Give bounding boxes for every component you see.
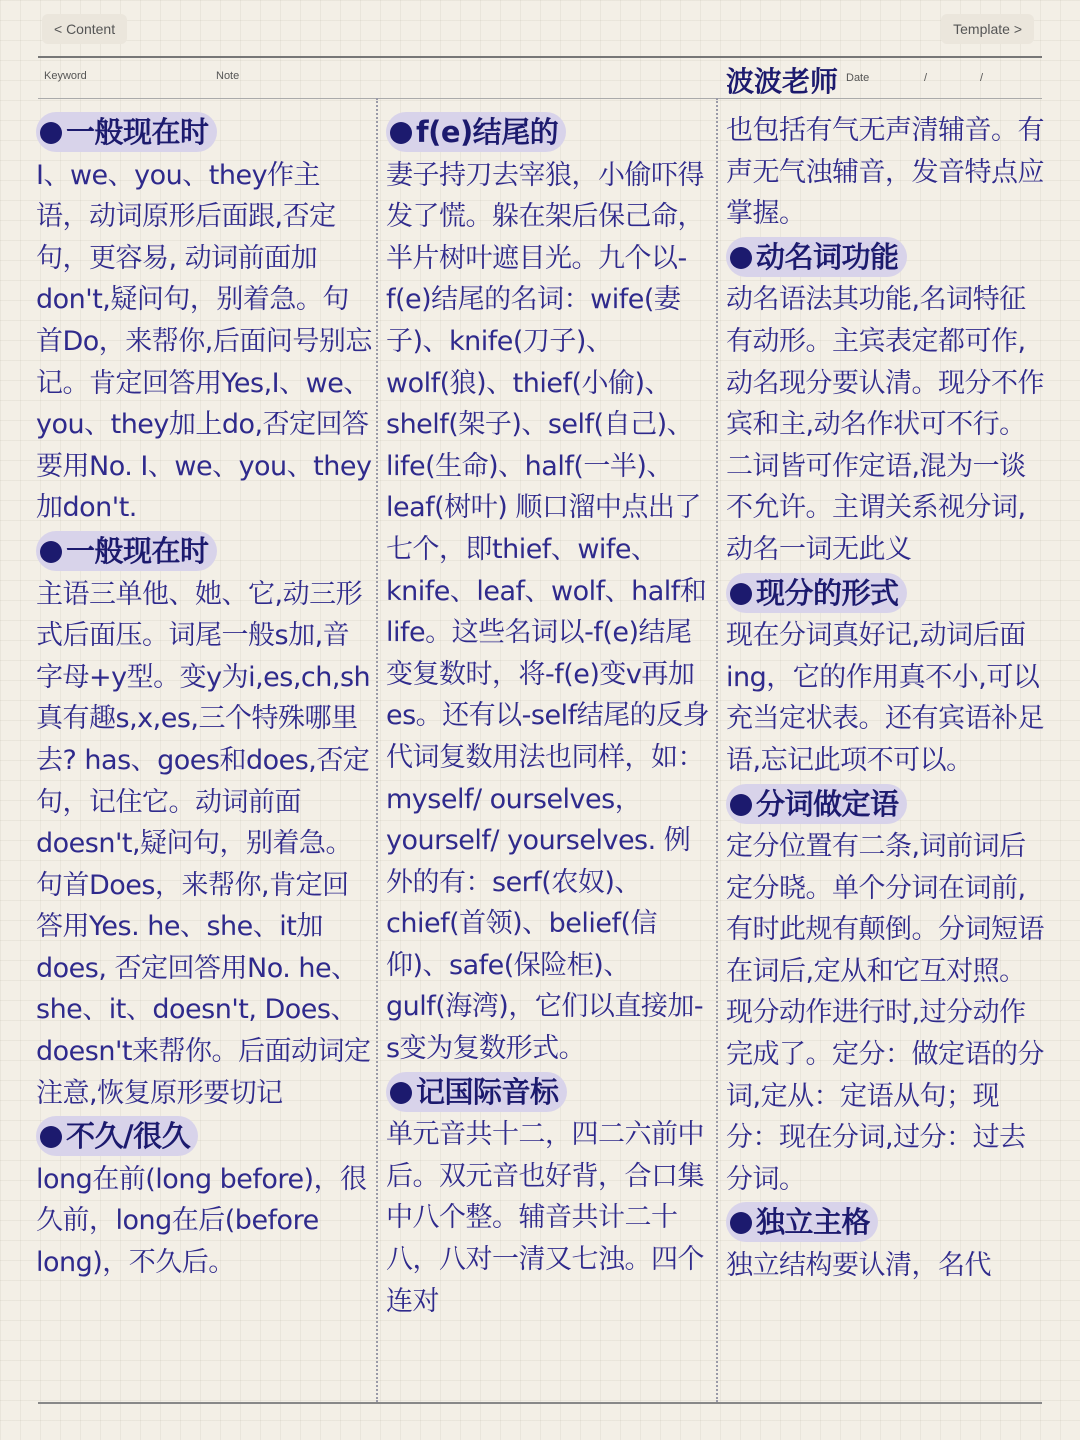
section-heading-text: 一般现在时 [66, 533, 209, 568]
section-text: 动名语法其功能,名词特征有动形。主宾表定都可作,动名现分要认清。现分不作宾和主,动名作状可不行。二词皆可作定语,混为一谈不允许。主谓关系视分词,动名一词无此义 [726, 284, 1044, 565]
keyword-label: Keyword [44, 70, 87, 82]
section-text: 也包括有气无声清辅音。有声无气浊辅音，发音特点应掌握。 [726, 115, 1044, 230]
bullet-icon [390, 122, 412, 144]
note-section [36, 1114, 372, 1283]
column-divider [376, 98, 378, 1402]
section-heading-text: 动名词功能 [756, 239, 899, 274]
note-section [36, 529, 372, 1114]
bullet-icon [730, 794, 752, 816]
section-text: 现在分词真好记,动词后面ing，它的作用真不小,可以充当定状表。还有宾语补足语,忘记此项不可以。 [726, 620, 1044, 776]
teacher-name: 波波老师 [726, 65, 839, 98]
date-separator: / [980, 72, 984, 84]
section-heading-text: f(e)结尾的 [416, 115, 559, 149]
section-text: 妻子持刀去宰狼，小偷吓得发了慌。躲在架后保己命，半片树叶遮目光。九个以-f(e)结尾的名词：wife(妻子)、knife(刀子)、wolf(狼)、thief(小偷)、shelf(架子)、self(自己)、life(生命)、half(一半)、leaf(树叶) 顺口溜中点出了七个，即thief、wife、knife、leaf、wolf、half和life。这些名词以-f(e)结尾变复数时，将-f(e)变v再加es。还有以-self结尾的反身代词复数用法也同样，如：myself/ ourselves，yourself/ yourselves. 例外的有：serf(农奴)、chief(首领)、belief(信仰)、safe(保险柜)、gulf(海湾)，它们以直接加-s变为复数形式。 [386, 159, 710, 1065]
bullet-icon [730, 247, 752, 269]
section-heading-text: 记国际音标 [416, 1074, 559, 1109]
section-heading [726, 237, 907, 277]
bullet-icon [40, 1126, 62, 1148]
note-label: Note [216, 70, 240, 82]
section-heading-text: 现分的形式 [756, 575, 899, 610]
note-section [386, 110, 712, 1070]
section-heading-text: 分词做定语 [756, 786, 899, 821]
section-heading [36, 1116, 198, 1156]
content-back-button[interactable]: < Content [42, 14, 127, 44]
section-text: 主语三单他、她、它,动三形式后面压。词尾一般s加,音字母+y型。变y为i,es,ch,sh真有趣s,x,es,三个特殊哪里去? has、goes和does,否定句，记住它。动词前面doesn't,疑问句，别着急。句首Does，来帮你,肯定回答用Yes. he、she、it加does, 否定回答用No. he、she、it、doesn't, Does、doesn't来帮你。后面动词定注意,恢复原形要切记 [36, 578, 371, 1109]
top-bar [0, 0, 1080, 56]
bullet-icon [40, 541, 62, 563]
section-heading-text: 独立主格 [756, 1205, 871, 1240]
section-text: 单元音共十二，四二六前中后。双元音也好背，合口集中八个整。辅音共计二十八，八对一清又七浊。四个连对 [386, 1119, 704, 1317]
section-text: 独立结构要认清，名代 [726, 1250, 991, 1282]
template-button[interactable]: Template > [941, 14, 1034, 44]
section-heading [726, 1202, 878, 1242]
note-section [726, 571, 1044, 782]
section-heading [726, 784, 907, 824]
section-heading-text: 不久/很久 [66, 1119, 191, 1154]
section-text: I、we、you、they作主语，动词原形后面跟,否定句，更容易, 动词前面加don't,疑问句，别着急。句首Do，来帮你,后面问号别忘记。肯定回答用Yes,I、we、you、they加上do,否定回答要用No. I、we、you、they加don't. [36, 159, 372, 524]
note-section-continued [726, 110, 1044, 235]
bullet-icon [40, 122, 62, 144]
note-section [36, 110, 372, 529]
date-label: Date [846, 72, 870, 84]
date-separator: / [924, 72, 928, 84]
section-heading [36, 112, 217, 152]
top-rule [38, 56, 1042, 58]
bullet-icon [730, 1212, 752, 1234]
note-column-3 [726, 110, 1044, 1402]
bottom-rule [38, 1402, 1042, 1404]
section-heading-text: 一般现在时 [66, 115, 209, 149]
column-divider [716, 98, 718, 1402]
section-heading [386, 1072, 567, 1112]
section-heading [726, 573, 907, 613]
section-heading [36, 531, 217, 571]
note-section [726, 235, 1044, 571]
note-section [386, 1070, 712, 1323]
bullet-icon [730, 583, 752, 605]
note-section [726, 782, 1044, 1201]
section-text: 定分位置有二条,词前词后定分晓。单个分词在词前,有时此规有颠倒。分词短语在词后,定从和它互对照。现分动作进行时,过分动作完成了。定分：做定语的分词,定从：定语从句；现分：现在分词,过分：过去分词。 [726, 831, 1044, 1195]
bullet-icon [390, 1082, 412, 1104]
note-section [726, 1200, 1044, 1286]
note-column-1 [36, 110, 372, 1402]
section-text: long在前(long before)，很久前，long在后(before long)，不久后。 [36, 1163, 367, 1279]
section-heading [386, 112, 566, 152]
header-rule [38, 98, 1042, 99]
note-column-2 [386, 110, 712, 1402]
